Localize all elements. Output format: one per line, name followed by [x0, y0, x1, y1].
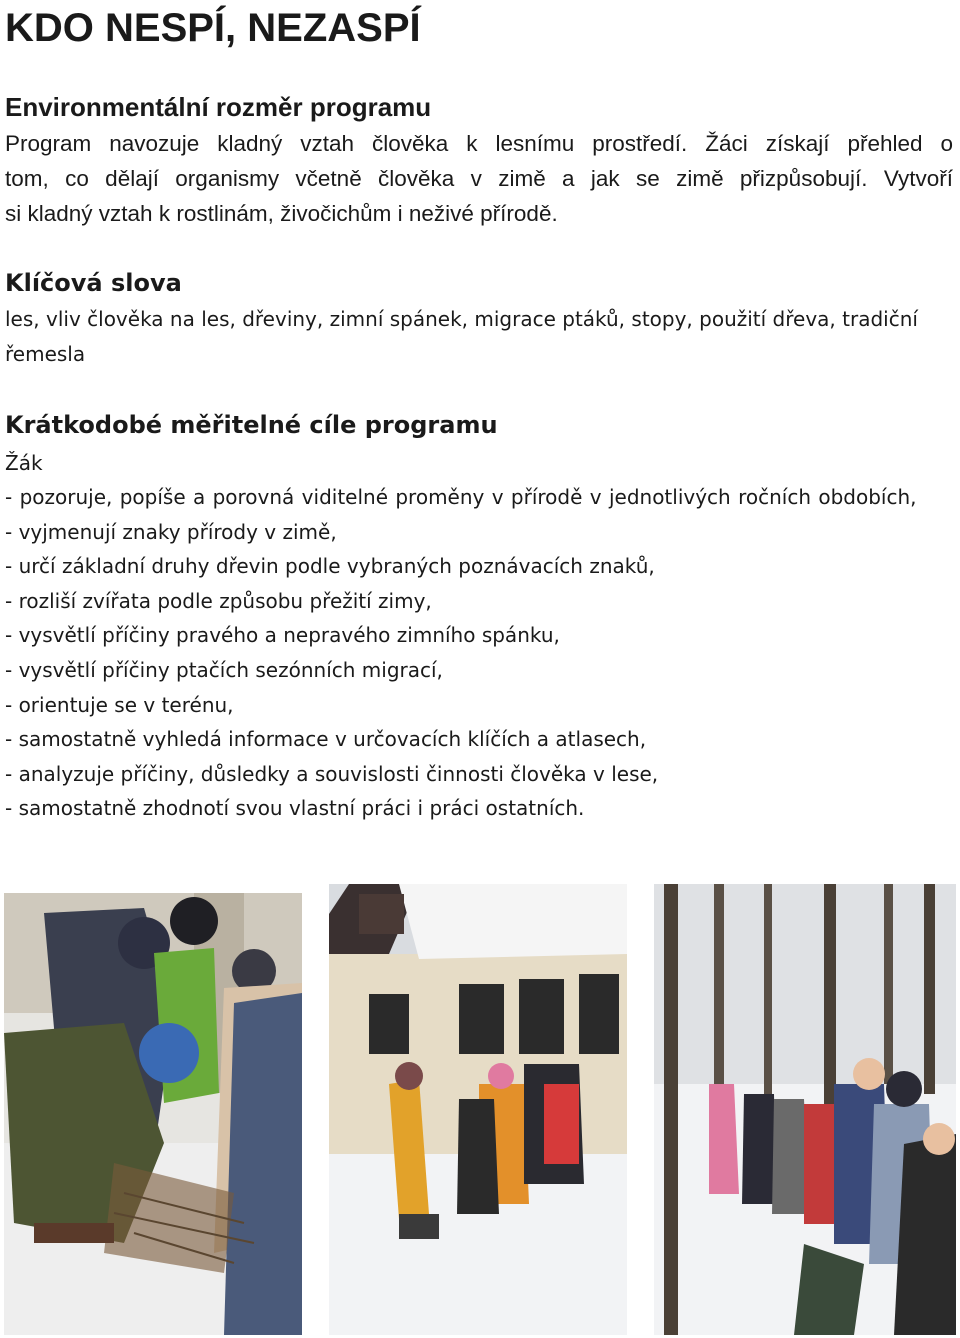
goal-item: - pozoruje, popíše a porovná viditelné proměny v přírodě v jednotlivých ročních obdobích, [5, 485, 917, 509]
goal-item: - vysvětlí příčiny ptačích sezónních migrací, [5, 657, 443, 682]
photo-children-binoculars [329, 884, 627, 1335]
environmental-heading: Environmentální rozměr programu [5, 92, 432, 122]
page-title: KDO NESPÍ, NEZASPÍ [5, 6, 421, 50]
goal-item: - samostatně zhodnotí svou vlastní práci i práci ostatních. [5, 796, 585, 821]
goal-item: - samostatně vyhledá informace v určovacích klíčích a atlasech, [5, 727, 647, 752]
goal-item: - orientuje se v terénu, [5, 692, 234, 717]
photo-children-crouching [4, 893, 302, 1335]
goals-subject: Žák [5, 451, 43, 475]
environmental-text-line: si kladný vztah k rostlinám, živočichům i neživé přírodě. [5, 201, 558, 226]
environmental-text-line: Program navozuje kladný vztah člověka k lesnímu prostředí. Žáci získají přehled o [5, 131, 953, 156]
goal-item: - vysvětlí příčiny pravého a nepravého zimního spánku, [5, 623, 560, 648]
environmental-text-line: tom, co dělají organismy včetně člověka v zimě a jak se zimě přizpůsobují. Vytvoří [5, 166, 953, 191]
goals-heading: Krátkodobé měřitelné cíle programu [5, 411, 498, 439]
goals-list [5, 480, 951, 826]
environmental-text [5, 126, 953, 231]
goal-item: - vyjmenují znaky přírody v zimě, [5, 519, 337, 544]
photo-children-forest [654, 884, 956, 1335]
goal-item: - určí základní druhy dřevin podle vybraných poznávacích znaků, [5, 554, 655, 579]
keywords-text: les, vliv člověka na les, dřeviny, zimní spánek, migrace ptáků, stopy, použití dřeva, tradiční řemesla [5, 307, 918, 366]
goal-item: - rozliší zvířata podle způsobu přežití zimy, [5, 588, 432, 613]
goal-item: - analyzuje příčiny, důsledky a souvislosti činnosti člověka v lese, [5, 761, 659, 786]
keywords-heading: Klíčová slova [5, 269, 182, 297]
